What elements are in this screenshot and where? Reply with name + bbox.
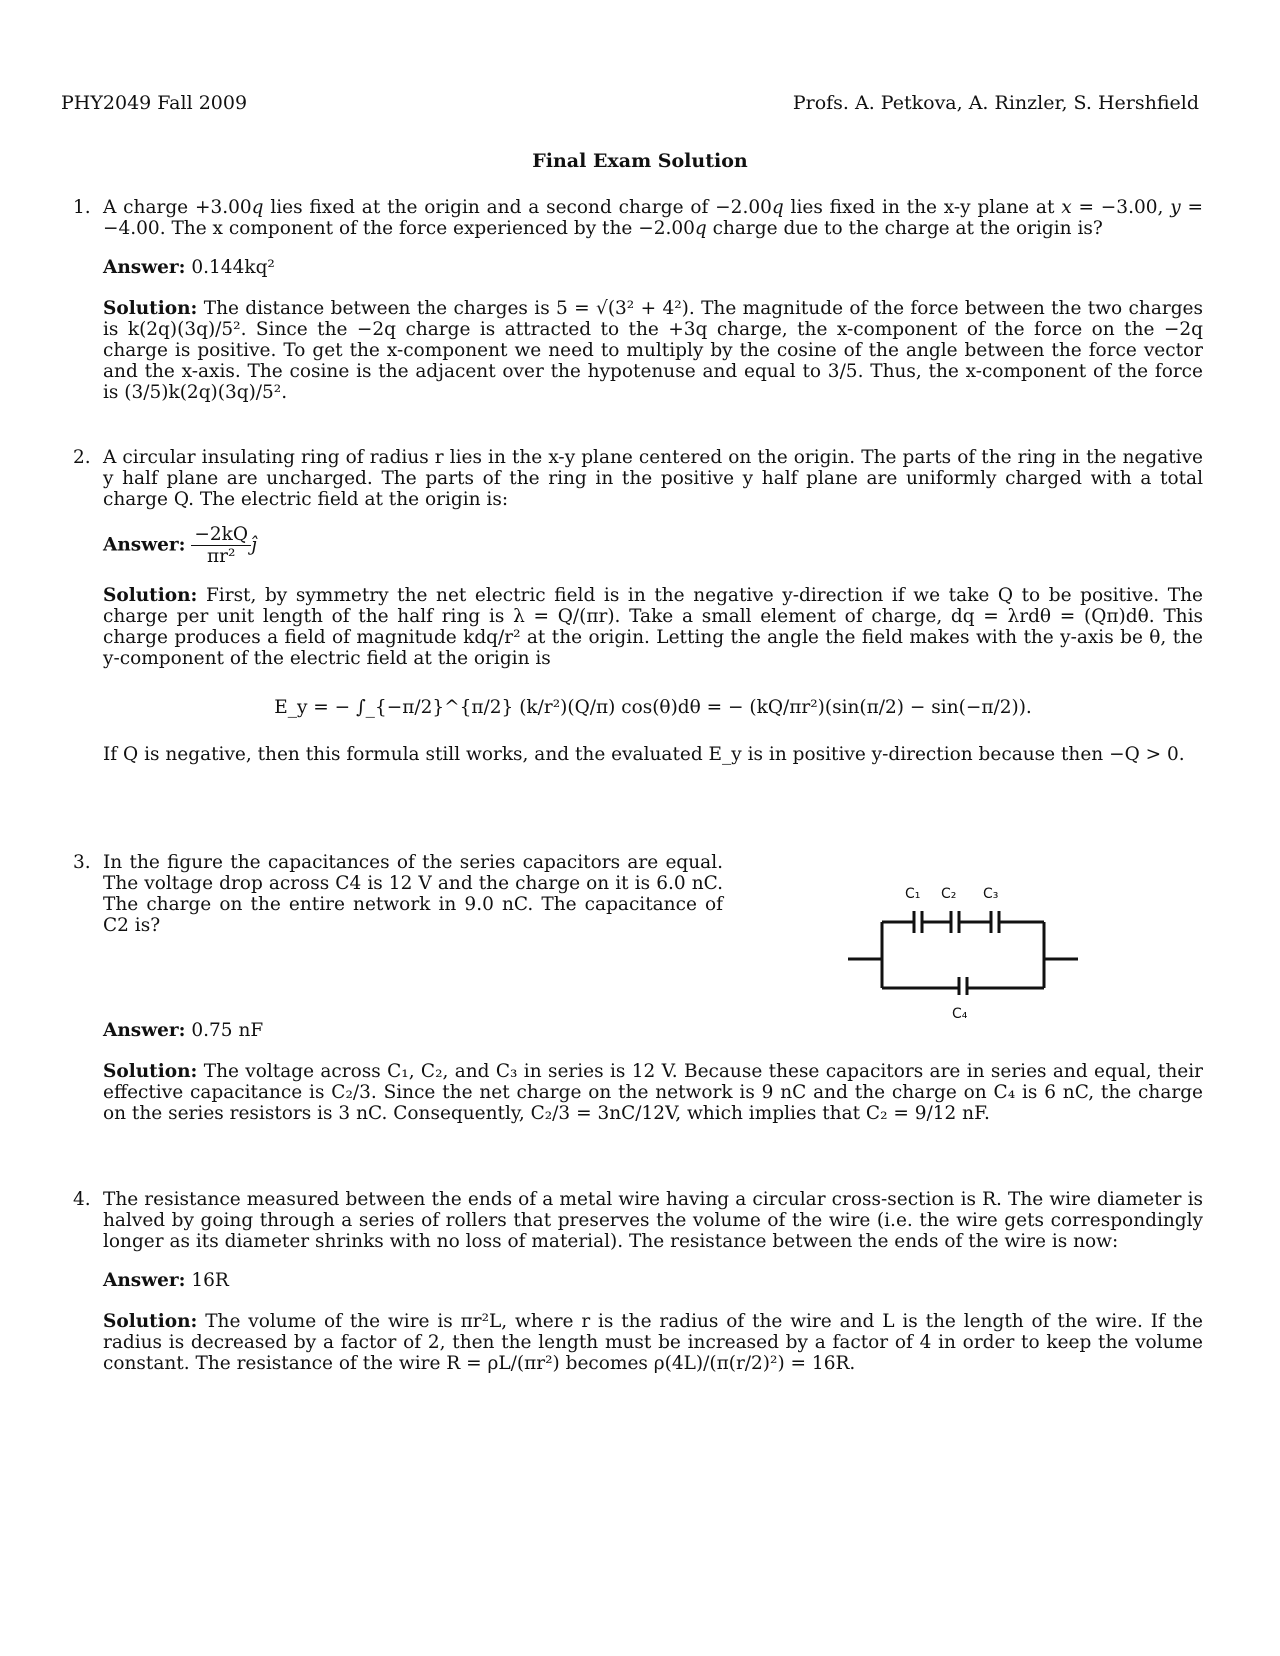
problem-answer: Answer: 0.75 nF [103,1020,264,1041]
course-header: PHY2049 Fall 2009 [61,92,248,114]
problem-answer: Answer: 0.144kq² [103,257,275,278]
problem-2 [73,447,1203,765]
c4-label: C₄ [952,1006,968,1022]
problem-solution: Solution: The volume of the wire is πr²L, where r is the radius of the wire and L is the length of the wire. If the radius is decreased by a factor of 2, then the length must be increased by a factor of 4 in order to keep the volume constant. The resistance of the wire R = ρL/(πr²) becomes ρ(4L)/(π(r/2)²) = 16R. [103,1311,1203,1374]
problem-number: 1. [73,197,91,218]
problem-question: In the figure the capacitances of the series capacitors are equal. The voltage drop across C4 is 12 V and the charge on it is 6.0 nC. The charge on the entire network in 9.0 nC. The capacitance of C2 is? [103,852,723,936]
problem-answer: Answer: $\frac{-2kQ}{\text{πr²}}$ ĵ [103,524,257,567]
problem-4 [73,1189,1203,1374]
c3-label: C₃ [983,886,999,902]
problem-1 [73,197,1203,403]
problem-number: 2. [73,447,91,468]
problem-question: A charge +3.00q lies fixed at the origin and a second charge of −2.00q lies fixed in the x-y plane at x = −3.00, y = −4.00. The x component of the force experienced by the −2.00q charge due to the charge at the origin is? [103,197,1203,239]
problem-solution: Solution: First, by symmetry the net electric field is in the negative y-direction if we take Q to be positive. The charge per unit length of the half ring is λ = Q/(πr). Take a small element of charge, dq = λrdθ = (Qπ)dθ. This charge produces a field of magnitude kdq/r² at the origin. Letting the angle the field makes with the y-axis be θ, the y-component of the electric field at the origin is [103,585,1204,669]
professors-header: Profs. A. Petkova, A. Rinzler, S. Hershfield [792,92,1199,114]
problem-solution: Solution: The distance between the charges is 5 = √(3² + 4²). The magnitude of the force between the two charges is k(2q)(3q)/5². Since the −2q charge is attracted to the +3q charge, the x-component of the force on the −2q charge is positive. To get the x-component we need to multiply by the cosine of the angle between the force vector and the x-axis. The cosine is the adjacent over the hypotenuse and equal to 3/5. Thus, the x-component of the force is (3/5)k(2q)(3q)/5². [103,298,1203,403]
capacitor-circuit-diagram [848,895,1078,995]
problem-followup: If Q is negative, then this formula still works, and the evaluated E_y is in positive y-direction because then −Q > 0. [103,744,1185,765]
c1-label: C₁ [905,886,921,902]
problem-question: A circular insulating ring of radius r lies in the x-y plane centered on the origin. The parts of the ring in the negative y half plane are uncharged. The parts of the ring in the positive y half plane are uniformly charged with a total charge Q. The electric field at the origin is: [103,447,1203,510]
page-title: Final Exam Solution [532,150,748,172]
problem-question: The resistance measured between the ends of a metal wire having a circular cross-section is R. The wire diameter is halved by going through a series of rollers that preserves the volume of the wire (i.e. the wire gets correspondingly longer as its diameter shrinks with no loss of material). The resistance between the ends of the wire is now: [103,1189,1203,1252]
answer-fraction: $\frac{-2kQ}{\text{πr²}}$ [191,524,251,567]
problem-number: 3. [73,852,91,873]
problem-number: 4. [73,1189,91,1210]
problem-solution: Solution: The voltage across C₁, C₂, and C₃ in series is 12 V. Because these capacitors are in series and equal, their effective capacitance is C₂/3. Since the net charge on the network is 9 nC and the charge on C₄ is 6 nC, the charge on the series resistors is 3 nC. Consequently, C₂/3 = 3nC/12V, which implies that C₂ = 9/12 nF. [103,1061,1203,1124]
problem-answer: Answer: 16R [103,1270,229,1291]
field-integral-equation: E_y = − ∫_{−π/2}^{π/2} (k/r²)(Q/π) cos(θ)dθ = − (kQ/πr²)(sin(π/2) − sin(−π/2)). [274,697,1032,718]
c2-label: C₂ [941,886,957,902]
